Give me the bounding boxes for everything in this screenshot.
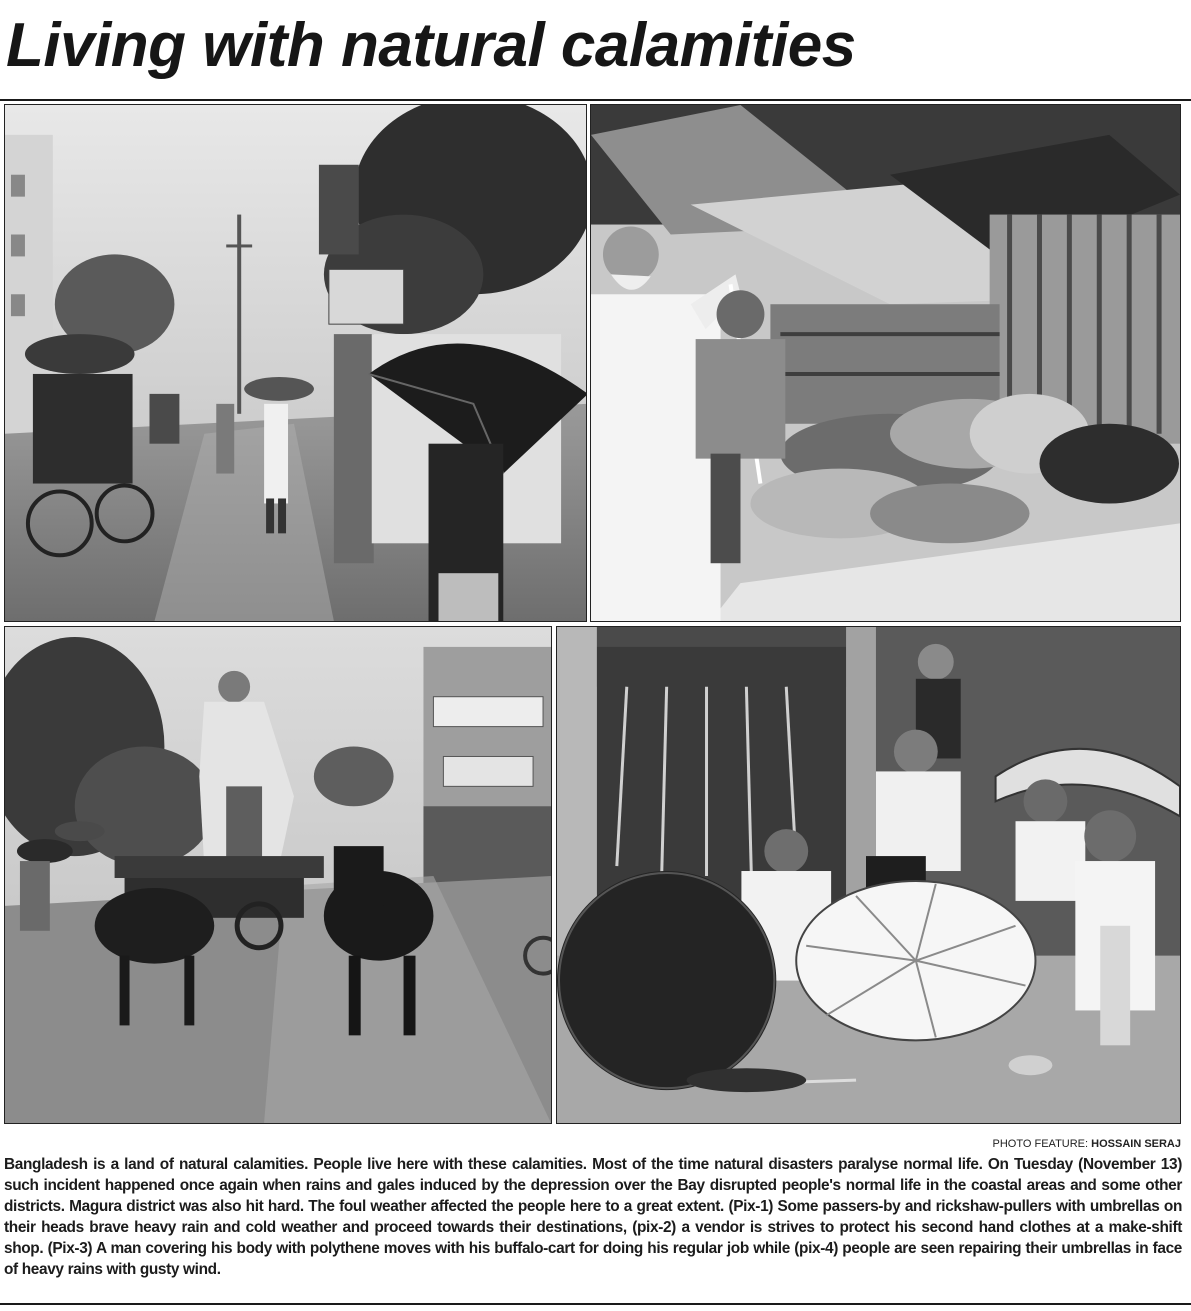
- umbrella-repair-image: [557, 627, 1180, 1123]
- vendor-shop-image: [591, 105, 1180, 621]
- rainy-street-image: [5, 105, 586, 621]
- photo-credit: [993, 1137, 1181, 1151]
- buffalo-cart-image: [5, 627, 551, 1123]
- article-caption: Bangladesh is a land of natural calamities. People live here with these calamities. Most of the time natural disasters paralyse normal life. On Tuesday (November 13) such incident happened once again when rains and gales induced by the depression over the Bay disrupted people's normal life in the coastal areas and some other districts. Magura district was also hit hard. The foul weather affected the people here to a great extent. (Pix-1) Some passers-by and rickshaw-pullers with umbrellas on their heads brave heavy rain and cold weather and proceed towards their destinations, (pix-2) a vendor is strives to protect his second hand clothes at a make-shift shop. (Pix-3) A man covering his body with polythene moves with his buffalo-cart for doing his regular job while (pix-4) people are seen repairing their umbrellas in face of heavy rains with gusty wind.: [4, 1156, 1182, 1278]
- photo-pix-3-buffalo-cart: [4, 626, 552, 1124]
- photo-pix-2-vendor-shop: [590, 104, 1181, 622]
- photographer-name: HOSSAIN SERAJ: [1091, 1138, 1181, 1150]
- top-divider-rule: [0, 99, 1191, 101]
- photo-credit-label: PHOTO FEATURE:: [992, 1138, 1092, 1150]
- headline: Living with natural calamities: [6, 11, 856, 80]
- bottom-divider-rule: [0, 1303, 1191, 1305]
- photo-pix-1-rainy-street: [4, 104, 587, 622]
- photo-pix-4-umbrella-repair: [556, 626, 1181, 1124]
